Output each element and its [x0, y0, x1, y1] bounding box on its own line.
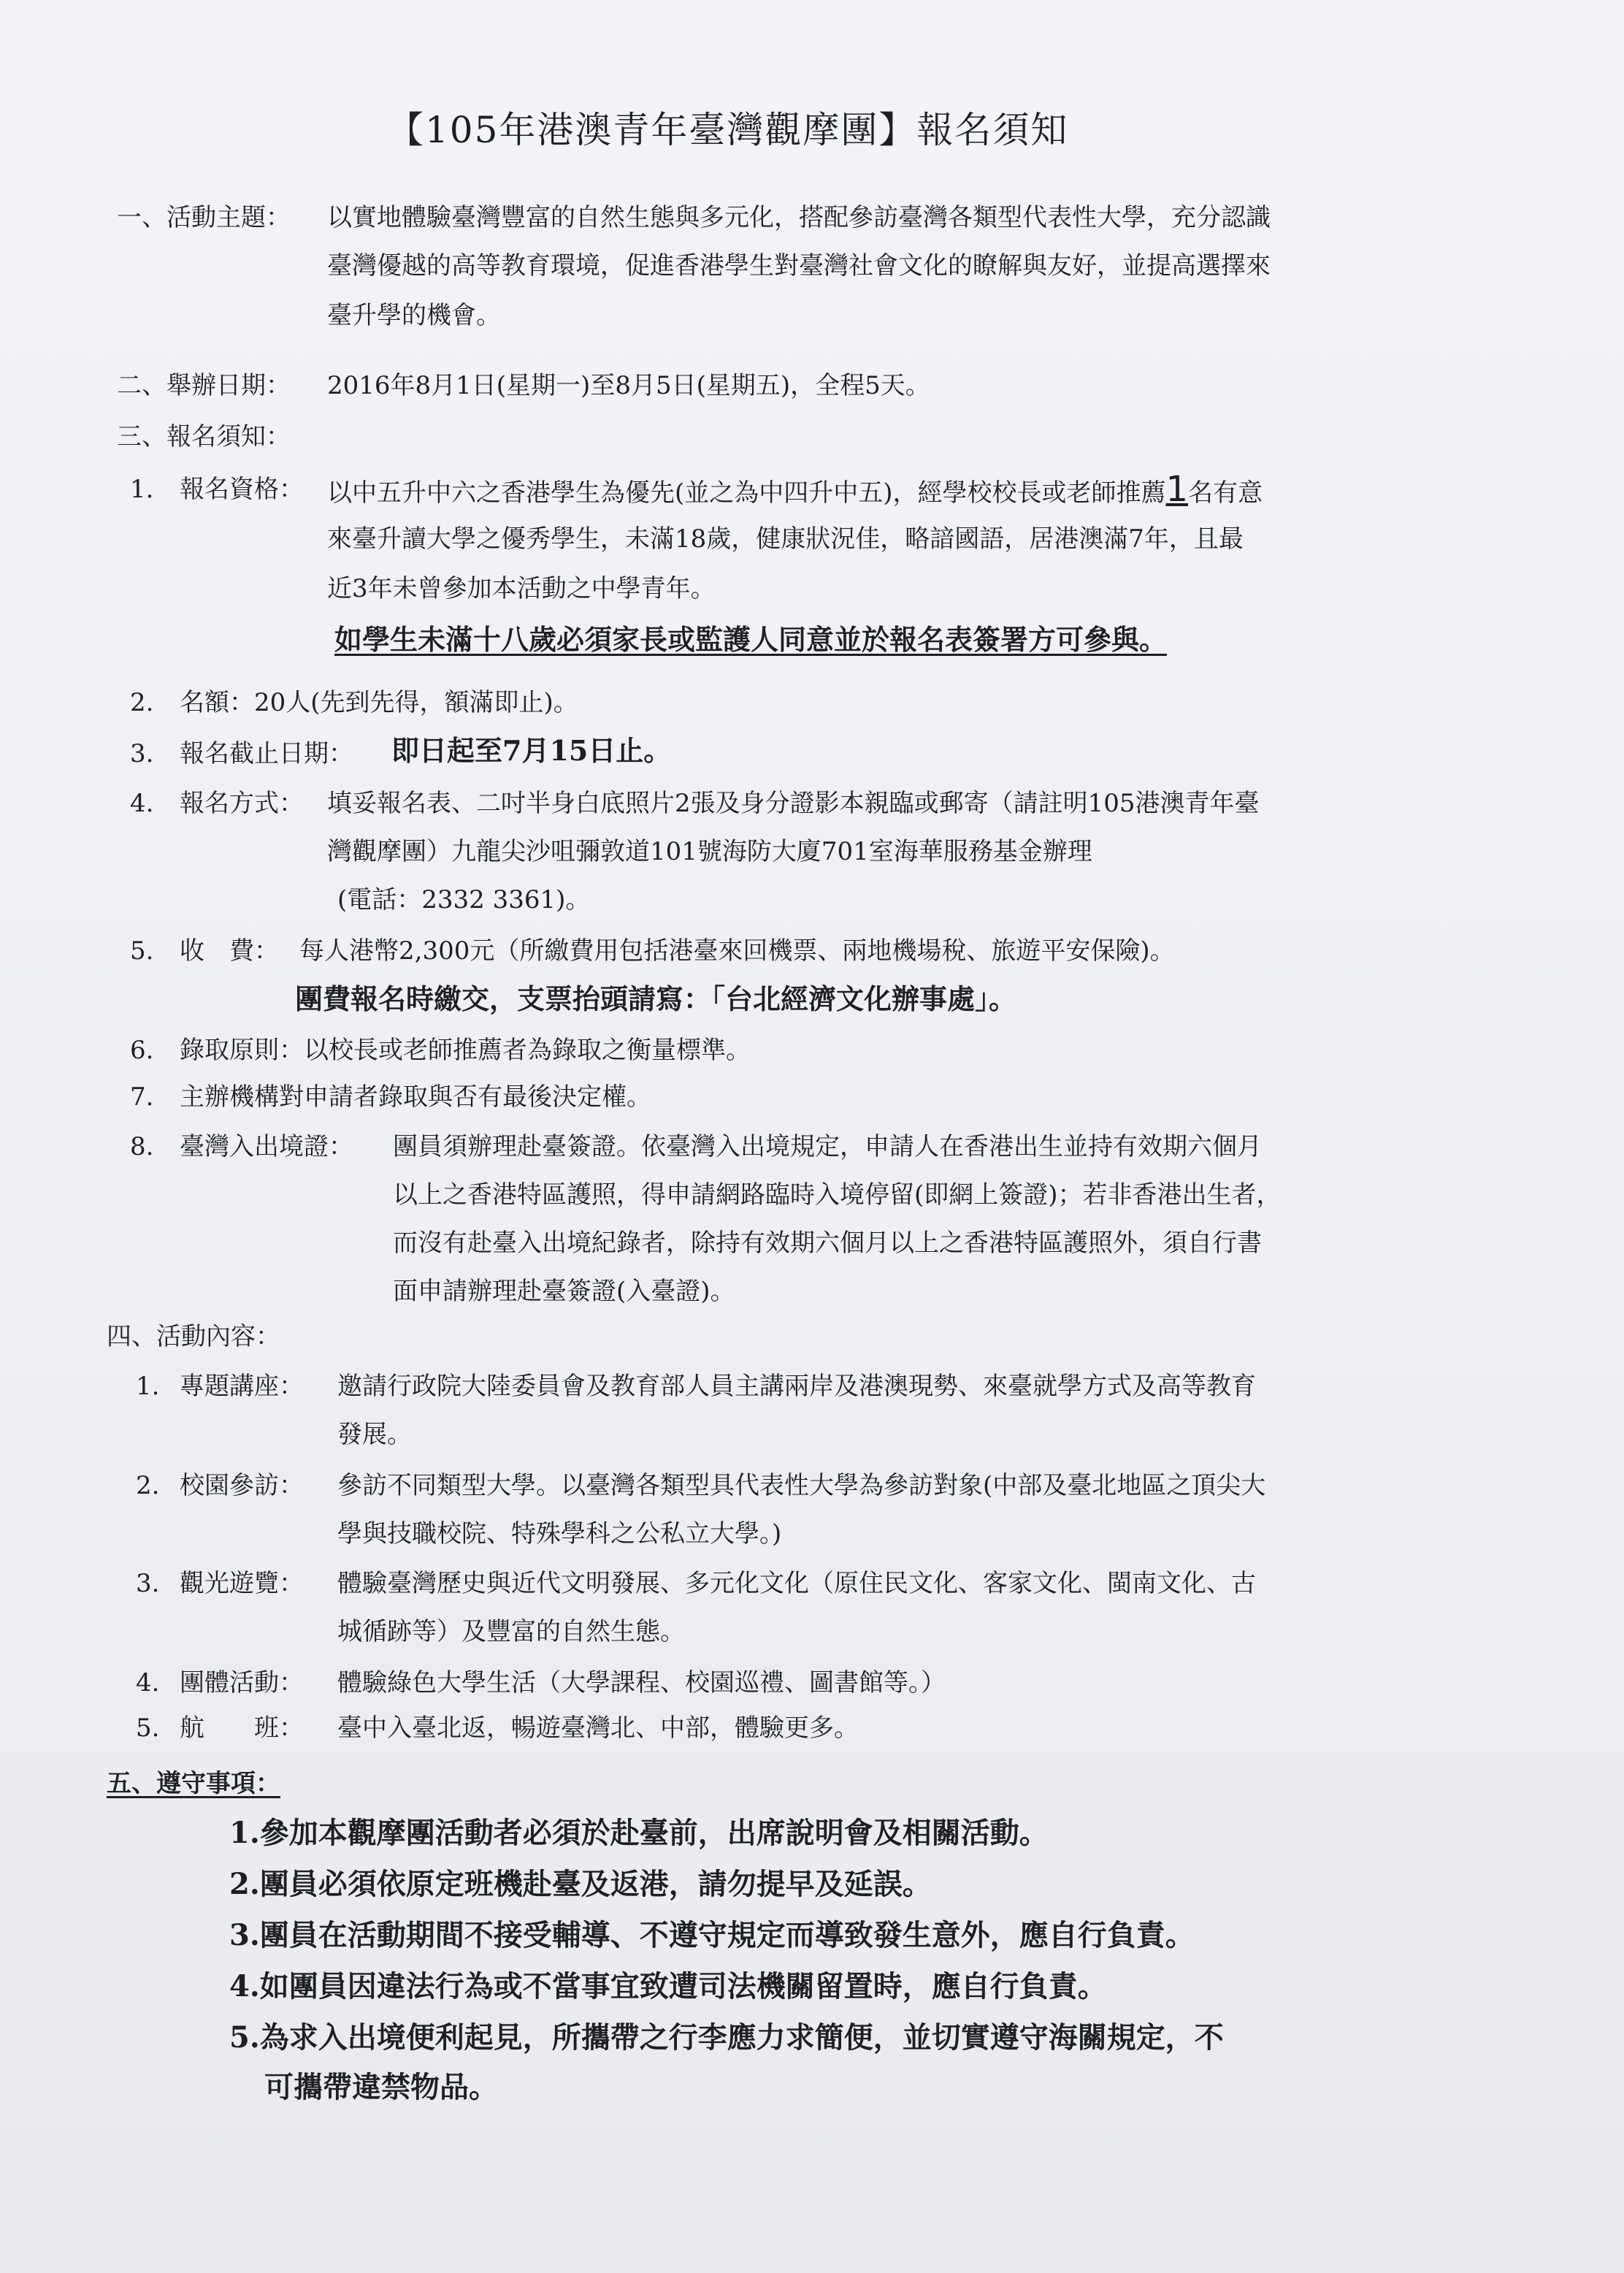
- deadline-value: 即日起至7月15日止。: [391, 734, 672, 767]
- s3-item-8-line-1: 團員須辦理赴臺簽證。依臺灣入出境規定，申請人在香港出生並持有效期六個月: [393, 1132, 1262, 1161]
- s3-item-5-line-1: 每人港幣2,300元（所繳費用包括港臺來回機票、兩地機場稅、旅遊平安保險)。: [299, 936, 1175, 966]
- section-1-line-3: 臺升學的機會。: [327, 301, 501, 330]
- s4-item-4-label: 團體活動：: [180, 1668, 304, 1697]
- rule-2: 2.團員必須依原定班機赴臺及返港，請勿提早及延誤。: [229, 1867, 932, 1901]
- s3-item-1-line-3: 近3年未曾參加本活動之中學青年。: [327, 574, 716, 603]
- s3-item-1-label: 報名資格：: [180, 475, 304, 504]
- s4-item-4-num: 4.: [136, 1668, 160, 1697]
- s4-item-4-line-1: 體驗綠色大學生活（大學課程、校園巡禮、圖書館等。）: [337, 1668, 946, 1697]
- s3-item-4-num: 4.: [130, 789, 154, 818]
- s4-item-1-line-2: 發展。: [337, 1420, 412, 1449]
- s4-item-1-num: 1.: [136, 1372, 160, 1401]
- parental-consent-note: 如學生未滿十八歲必須家長或監護人同意並於報名表簽署方可參與。: [334, 623, 1168, 656]
- s3-item-3-num: 3.: [130, 739, 154, 768]
- section-1-label: 一、活動主題：: [117, 203, 291, 232]
- s3-item-5-num: 5.: [130, 936, 154, 966]
- section-5-label: 五、遵守事項：: [107, 1769, 280, 1798]
- s3-item-6-text: 錄取原則：以校長或老師推薦者為錄取之衡量標準。: [180, 1036, 751, 1065]
- rule-3: 3.團員在活動期間不接受輔導、不遵守規定而導致發生意外，應自行負責。: [229, 1918, 1195, 1952]
- s4-item-3-line-2: 城循跡等）及豐富的自然生態。: [337, 1617, 685, 1646]
- s3-item-1-num: 1.: [130, 475, 154, 504]
- s3-item-1-line-2: 來臺升讀大學之優秀學生，未滿18歲，健康狀況佳，略諳國語，居港澳滿7年，且最: [327, 524, 1244, 554]
- s4-item-2-num: 2.: [136, 1471, 160, 1500]
- s3-item-3-label: 報名截止日期：: [180, 739, 353, 768]
- s3-item-2-text: 名額：20人(先到先得，額滿即止)。: [180, 688, 578, 717]
- s3-item-4-label: 報名方式：: [180, 789, 304, 818]
- s4-item-3-num: 3.: [136, 1569, 160, 1598]
- s3-item-8-label: 臺灣入出境證：: [180, 1132, 353, 1161]
- s3-item-8-line-2: 以上之香港特區護照，得申請網路臨時入境停留(即網上簽證)；若非香港出生者，: [393, 1180, 1282, 1210]
- s4-item-2-line-1: 參訪不同類型大學。以臺灣各類型具代表性大學為參訪對象(中部及臺北地區之頂尖大: [337, 1471, 1266, 1500]
- document-title: 【105年港澳青年臺灣觀摩團】報名須知: [387, 109, 1069, 151]
- s3-item-8-line-3: 而沒有赴臺入出境紀錄者，除持有效期六個月以上之香港特區護照外，須自行書: [393, 1229, 1262, 1258]
- rule-1: 1.參加本觀摩團活動者必須於赴臺前，出席說明會及相關活動。: [229, 1816, 1049, 1850]
- s3-item-6-num: 6.: [130, 1036, 154, 1065]
- s3-item-7-text: 主辦機構對申請者錄取與否有最後決定權。: [180, 1082, 651, 1112]
- s3-item-1-line-1: [327, 469, 1263, 510]
- rule-5-line-2: 可攜帶違禁物品。: [264, 2070, 498, 2104]
- rule-5-line-1: 5.為求入出境便利起見，所攜帶之行李應力求簡便，並切實遵守海關規定，不: [229, 2020, 1224, 2055]
- s3-item-1-line-1a: 以中五升中六之香港學生為優先(並之為中四升中五)，經學校校長或老師推薦: [327, 478, 1166, 508]
- s3-item-4-line-3: (電話：2332 3361)。: [337, 885, 591, 914]
- s3-item-2-num: 2.: [130, 688, 154, 717]
- s3-item-7-num: 7.: [130, 1082, 154, 1112]
- s3-item-4-line-1: 填妥報名表、二吋半身白底照片2張及身分證影本親臨或郵寄（請註明105港澳青年臺: [327, 789, 1260, 818]
- s4-item-3-label: 觀光遊覽：: [180, 1569, 304, 1598]
- s4-item-3-line-1: 體驗臺灣歷史與近代文明發展、多元化文化（原住民文化、客家文化、閩南文化、古: [337, 1569, 1256, 1598]
- section-2-line-1: 2016年8月1日(星期一)至8月5日(星期五)，全程5天。: [327, 371, 930, 400]
- section-1-line-1: 以實地體驗臺灣豐富的自然生態與多元化，搭配參訪臺灣各類型代表性大學，充分認識: [327, 203, 1271, 232]
- s3-item-4-line-2: 灣觀摩團）九龍尖沙咀彌敦道101號海防大廈701室海華服務基金辦理: [327, 837, 1092, 866]
- s4-item-5-label: 航 班：: [180, 1714, 304, 1743]
- s4-item-1-line-1: 邀請行政院大陸委員會及教育部人員主講兩岸及港澳現勢、來臺就學方式及高等教育: [337, 1372, 1256, 1401]
- section-4-label: 四、活動內容：: [107, 1322, 280, 1351]
- s3-item-5-label: 收 費：: [180, 936, 279, 966]
- section-3-label: 三、報名須知：: [117, 422, 291, 451]
- fee-payment-note: 團費報名時繳交，支票抬頭請寫：「台北經濟文化辦事處」。: [295, 982, 1017, 1015]
- s4-item-2-label: 校園參訪：: [180, 1471, 304, 1500]
- s3-item-1-line-1b: 名有意: [1188, 478, 1263, 508]
- s4-item-5-num: 5.: [136, 1714, 160, 1743]
- rule-4: 4.如團員因違法行為或不當事宜致遭司法機關留置時，應自行負責。: [229, 1969, 1107, 2003]
- s3-item-8-num: 8.: [130, 1132, 154, 1161]
- s4-item-1-label: 專題講座：: [180, 1372, 304, 1401]
- s4-item-2-line-2: 學與技職校院、特殊學科之公私立大學。): [337, 1519, 782, 1548]
- s4-item-5-line-1: 臺中入臺北返，暢遊臺灣北、中部，體驗更多。: [337, 1714, 859, 1743]
- section-1-line-2: 臺灣優越的高等教育環境，促進香港學生對臺灣社會文化的瞭解與友好，並提高選擇來: [327, 251, 1271, 280]
- s3-item-8-line-4: 面申請辦理赴臺簽證(入臺證)。: [393, 1277, 735, 1306]
- recommend-count: 1: [1165, 469, 1189, 510]
- section-2-label: 二、舉辦日期：: [117, 371, 291, 400]
